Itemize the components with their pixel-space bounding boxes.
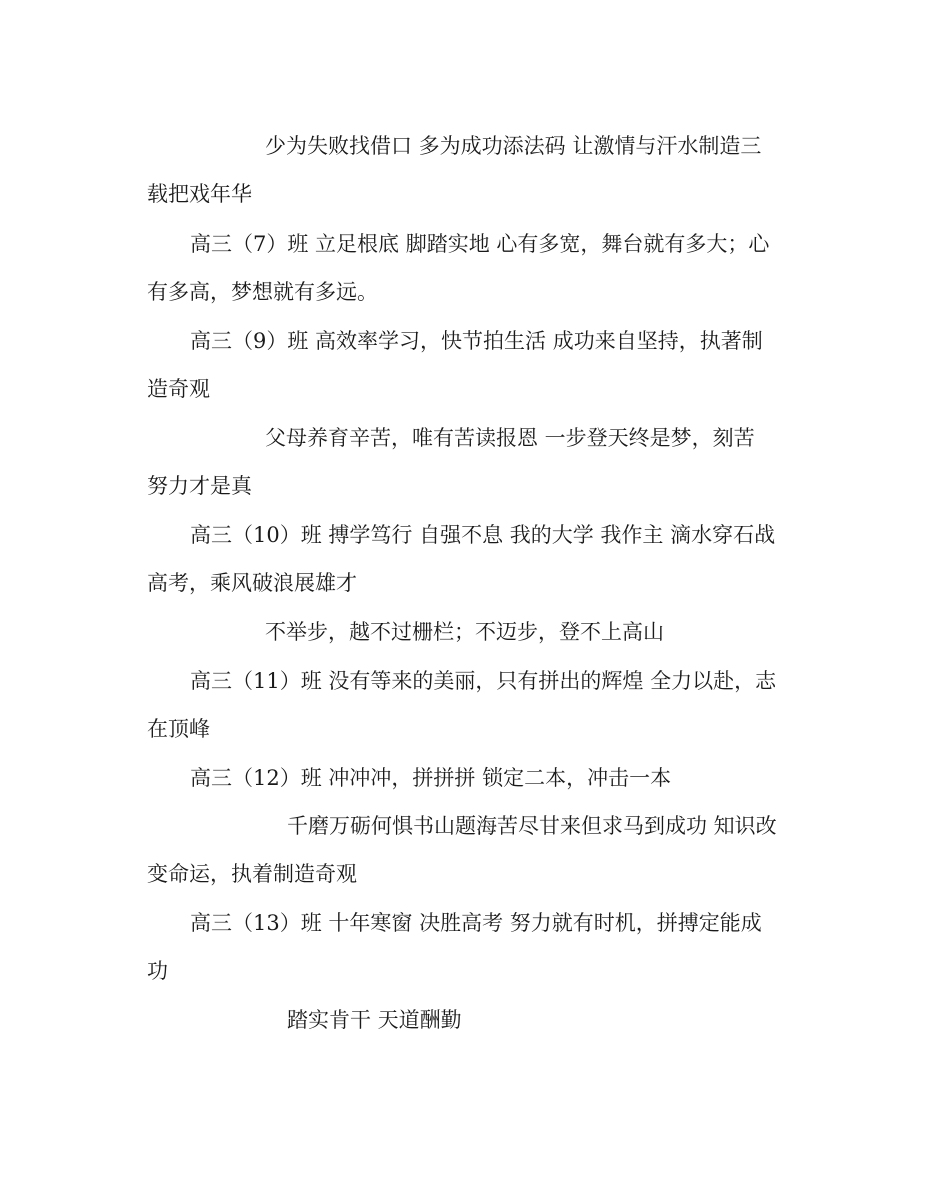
class-9-line-1: 高三（9）班 高效率学习，快节拍生活 成功来自坚持，执著制	[190, 329, 763, 353]
slogan-line-3: 父母养育辛苦，唯有苦读报恩 一步登天终是梦，刻苦	[265, 426, 755, 450]
class-12-line-1: 高三（12）班 冲冲冲，拼拼拼 锁定二本，冲击一本	[190, 766, 672, 790]
class-11-line-2: 在顶峰	[147, 717, 210, 741]
slogan-line-1: 少为失败找借口 多为成功添法码 让激情与汗水制造三	[265, 134, 762, 158]
class-9-line-2: 造奇观	[147, 377, 210, 401]
class-7-line-2: 有多高，梦想就有多远。	[147, 280, 378, 304]
class-13-line-1: 高三（13）班 十年寒窗 决胜高考 努力就有时机，拼搏定能成	[190, 911, 762, 935]
class-10-line-2: 高考，乘风破浪展雄才	[147, 571, 357, 595]
class-11-line-1: 高三（11）班 没有等来的美丽，只有拼出的辉煌 全力以赴，志	[190, 669, 777, 693]
slogan-line-7: 变命运，执着制造奇观	[147, 862, 357, 886]
class-13-line-2: 功	[147, 959, 168, 983]
slogan-line-8: 踏实肯干 天道酬勤	[287, 1008, 462, 1032]
slogan-line-5: 不举步，越不过栅栏；不迈步，登不上高山	[265, 620, 664, 644]
slogan-line-4: 努力才是真	[147, 474, 252, 498]
class-10-line-1: 高三（10）班 搏学笃行 自强不息 我的大学 我作主 滴水穿石战	[190, 523, 776, 547]
slogan-line-6: 千磨万砺何惧书山题海苦尽甘来但求马到成功 知识改	[287, 814, 777, 838]
class-7-line-1: 高三（7）班 立足根底 脚踏实地 心有多宽，舞台就有多大；心	[190, 232, 770, 256]
slogan-line-2: 载把戏年华	[147, 182, 252, 206]
